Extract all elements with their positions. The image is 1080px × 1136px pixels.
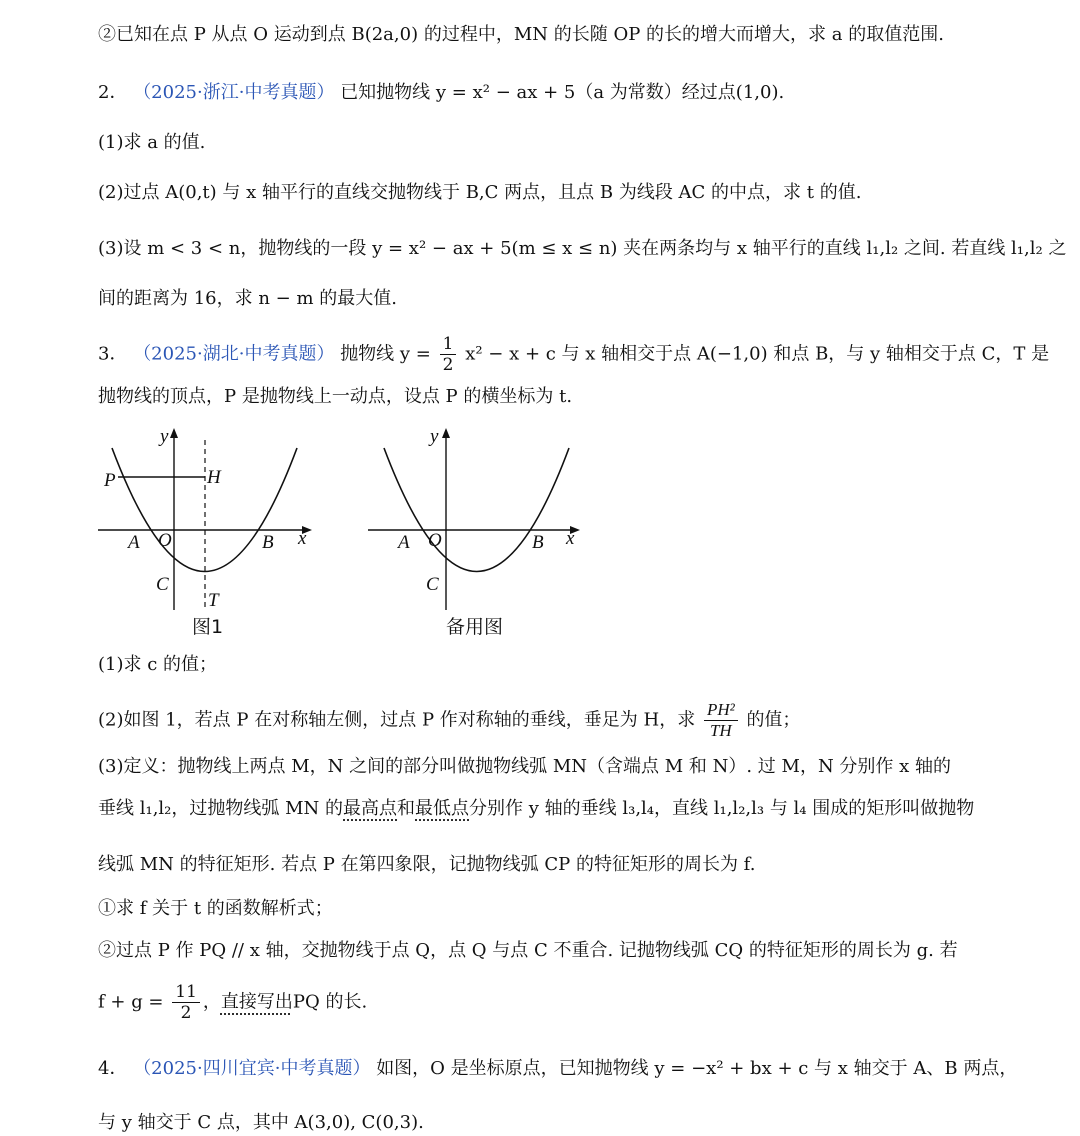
q3-stem-post: x² − x + c 与 x 轴相交于点 A(−1,0) 和点 B，与 y 轴相交于点 C，T 是 — [465, 343, 1050, 365]
q2-number: 2． — [98, 82, 128, 103]
q3-sub2-line1: ②过点 P 作 PQ // x 轴，交抛物线于点 Q，点 Q 与点 C 不重合. 记抛物线弧 CQ 的特征矩形的周长为 g. 若 — [98, 940, 958, 961]
q3-part3-line2-mid: 和 — [397, 798, 416, 819]
q3-coefficient-fraction — [440, 334, 457, 375]
q3-stem — [98, 334, 1050, 375]
fig1-label-H: H — [207, 467, 221, 488]
q3-stem-line2: 抛物线的顶点，P 是抛物线上一动点，设点 P 的横坐标为 t. — [98, 386, 573, 407]
fig1-label-C: C — [156, 574, 169, 595]
q3-part3-line2-pre: 垂线 l₁,l₂，过抛物线弧 MN 的 — [98, 798, 344, 819]
fig2-label-x: x — [566, 528, 575, 549]
q3-figure-2 — [362, 420, 592, 638]
fig1-label-T: T — [208, 590, 219, 611]
q2-part2: (2)过点 A(0,t) 与 x 轴平行的直线交抛物线于 B,C 两点，且点 B 为线段 AC 的中点，求 t 的值. — [98, 182, 862, 203]
q3-sub2-post: PQ 的长. — [292, 991, 368, 1013]
fig1-label-y: y — [160, 426, 169, 447]
q2-part3-line2: 间的距离为 16，求 n − m 的最大值. — [98, 288, 397, 309]
fig2-label-A: A — [398, 532, 410, 553]
fig1-label-x: x — [298, 528, 307, 549]
q3-sub2-fraction — [172, 982, 200, 1023]
q3-sub2-eq: f + g = — [98, 991, 164, 1013]
q4-stem — [98, 1056, 1018, 1082]
q4-source-tag[interactable]: （2025·四川宜宾·中考真题） — [133, 1058, 371, 1079]
q3-source-tag[interactable]: （2025·湖北·中考真题） — [133, 343, 335, 365]
q3-coef-den: 2 — [442, 355, 454, 375]
q3-sub1: ①求 f 关于 t 的函数解析式； — [98, 898, 333, 919]
q3-part2 — [98, 700, 984, 741]
q3-part2-post: 的值； — [746, 709, 801, 731]
fig1-label-B: B — [262, 532, 274, 553]
q4-stem-text: 如图，O 是坐标原点，已知抛物线 y = −x² + bx + c 与 x 轴交于 A、B 两点， — [376, 1058, 1018, 1079]
fig2-caption: 备用图 — [446, 616, 504, 638]
q3-part3-line3: 线弧 MN 的特征矩形. 若点 P 在第四象限，记抛物线弧 CP 的特征矩形的周长为 f. — [98, 854, 756, 875]
q3-coef-num: 1 — [440, 334, 457, 355]
q2-stem-text: 已知抛物线 y = x² − ax + 5（a 为常数）经过点(1,0). — [340, 82, 785, 103]
q3-stem-pre: 抛物线 y = — [340, 343, 431, 365]
q3-part2-num: PH² — [704, 700, 738, 721]
q3-figure-1 — [90, 420, 330, 638]
q2-stem — [98, 80, 984, 106]
q2-part3-line1: (3)设 m < 3 < n，抛物线的一段 y = x² − ax + 5(m ≤ x ≤ n) 夹在两条均与 x 轴平行的直线 l₁,l₂ 之间. 若直线 l₁,l₂ 之 — [98, 238, 1067, 259]
fig1-label-O: O — [158, 530, 172, 551]
q3-part1: (1)求 c 的值； — [98, 654, 218, 675]
fig1-label-A: A — [128, 532, 140, 553]
q3-emph-highest: 最高点 — [343, 798, 398, 819]
q4-number: 4． — [98, 1058, 128, 1079]
q3-part3-line2 — [98, 796, 984, 822]
q2-part1: (1)求 a 的值. — [98, 132, 206, 153]
fig2-label-C: C — [426, 574, 439, 595]
q3-sub2-den: 2 — [180, 1003, 192, 1023]
fig2-label-O: O — [428, 530, 442, 551]
fig2-label-B: B — [532, 532, 544, 553]
q3-sub2-line2: f + g = $\frac{11}{2}$ ，直接写出PQ 的长. — [98, 982, 368, 1023]
q3-number: 3． — [98, 343, 128, 365]
q3-emph-lowest: 最低点 — [415, 798, 470, 819]
q3-part3-line1: (3)定义：抛物线上两点 M，N 之间的部分叫做抛物线弧 MN（含端点 M 和 N）. 过 M，N 分别作 x 轴的 — [98, 756, 952, 777]
q3-sub2-num: 11 — [172, 982, 200, 1003]
q1-part2: ②已知在点 P 从点 O 运动到点 B(2a,0) 的过程中，MN 的长随 OP 的长的增大而增大，求 a 的取值范围. — [98, 24, 944, 45]
fig1-label-P: P — [104, 470, 116, 491]
q3-part2-fraction — [704, 700, 738, 741]
fig2-label-y: y — [430, 426, 439, 447]
q2-source-tag[interactable]: （2025·浙江·中考真题） — [133, 82, 335, 103]
q4-stem-line2: 与 y 轴交于 C 点，其中 A(3,0), C(0,3). — [98, 1112, 424, 1133]
fig1-caption: 图1 — [192, 616, 224, 638]
q3-emph-direct: 直接写出 — [220, 991, 293, 1013]
q3-part3-line2-post: 分别作 y 轴的垂线 l₃,l₄，直线 l₁,l₂,l₃ 与 l₄ 围成的矩形叫做抛物 — [469, 798, 975, 819]
q3-part2-den: TH — [709, 721, 732, 740]
q3-part2-pre: (2)如图 1，若点 P 在对称轴左侧，过点 P 作对称轴的垂线，垂足为 H，求 — [98, 709, 696, 731]
